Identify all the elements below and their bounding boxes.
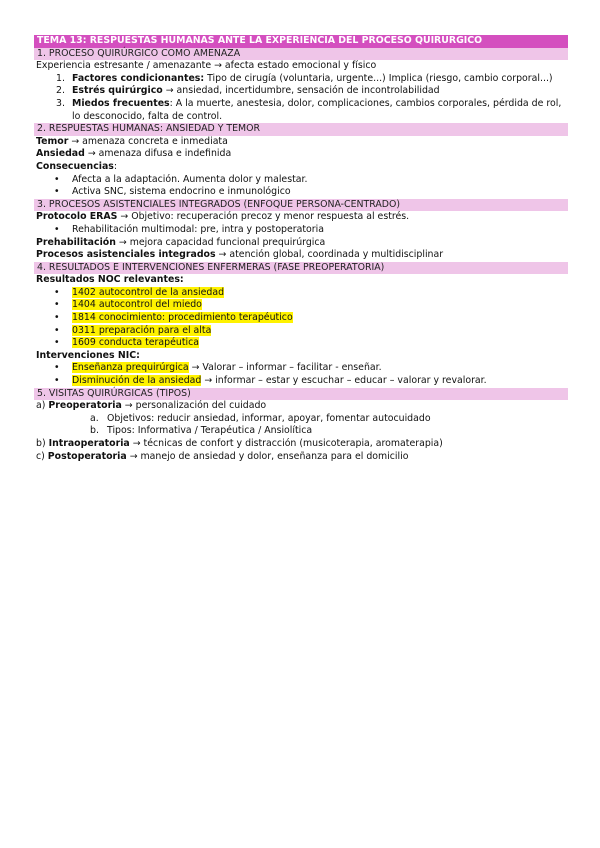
eras-term: Protocolo ERAS — [36, 211, 118, 223]
list-item: • Afecta a la adaptación. Aumenta dolor y malestar. — [34, 174, 568, 187]
item-term: Miedos frecuentes — [72, 97, 170, 109]
ansiedad-line — [34, 148, 568, 161]
highlighted-text: 1609 conducta terapéutica — [72, 337, 200, 349]
visita-term: Postoperatoria — [47, 450, 127, 462]
prehabilitacion-text: → mejora capacidad funcional prequirúrgica — [115, 236, 326, 248]
list-number: 1. — [56, 72, 65, 84]
visita-prefix: a) — [36, 400, 49, 412]
item-term: Factores condicionantes: — [72, 72, 205, 84]
list-letter: b. — [90, 425, 99, 437]
consecuencias-colon: : — [113, 160, 118, 172]
temor-text: → amenaza concreta e inmediata — [68, 135, 228, 147]
item-text: Tipos: Informativa / Terapéutica / Ansiolítica — [107, 425, 313, 437]
list-item — [34, 375, 568, 388]
item-text: : A la muerte, anestesia, dolor, complicaciones, cambios corporales, pérdida de rol, lo desconocido, falta de control. — [72, 97, 562, 122]
list-item — [34, 73, 568, 86]
highlighted-text: Disminución de la ansiedad — [72, 375, 202, 387]
highlighted-text: 0311 preparación para el alta — [72, 324, 212, 336]
section-3-heading: 3. PROCESOS ASISTENCIALES INTEGRADOS (ENFOQUE PERSONA-CENTRADO) — [34, 199, 568, 212]
visita-postoperatoria — [34, 451, 568, 464]
consecuencias-line — [34, 161, 568, 174]
list-letter: a. — [90, 412, 99, 424]
list-item: • Activa SNC, sistema endocrino e inmunológico — [34, 186, 568, 199]
noc-heading — [34, 274, 568, 287]
section-2-heading: 2. RESPUESTAS HUMANAS: ANSIEDAD Y TEMOR — [34, 123, 568, 136]
temor-line — [34, 136, 568, 149]
consecuencias-list — [34, 174, 568, 199]
section-4-heading: 4. RESULTADOS E INTERVENCIONES ENFERMERAS (FASE PREOPERATORIA) — [34, 262, 568, 275]
list-item — [34, 413, 568, 426]
visita-term: Preoperatoria — [48, 400, 122, 412]
visita-text: → manejo de ansiedad y dolor, enseñanza para el domicilio — [126, 450, 409, 462]
noc-list — [34, 287, 568, 350]
highlighted-text: 1402 autocontrol de la ansiedad — [72, 286, 225, 298]
list-item — [34, 425, 568, 438]
list-item — [34, 312, 568, 325]
list-item — [34, 337, 568, 350]
ansiedad-term: Ansiedad — [36, 148, 85, 160]
document-page — [34, 35, 568, 463]
visita-text: → técnicas de confort y distracción (musicoterapia, aromaterapia) — [129, 438, 443, 449]
prehabilitacion-line — [34, 237, 568, 250]
eras-line — [34, 211, 568, 224]
visita-prefix: b) — [36, 438, 49, 449]
document-title: TEMA 13: RESPUESTAS HUMANAS ANTE LA EXPERIENCIA DEL PROCESO QUIRÚRGICO — [34, 35, 568, 48]
list-number: 3. — [56, 97, 65, 109]
procesos-text: → atención global, coordinada y multidisciplinar — [215, 249, 444, 261]
list-item — [34, 85, 568, 98]
highlighted-text: 1404 autocontrol del miedo — [72, 299, 202, 311]
visita-text: → personalización del cuidado — [121, 400, 267, 412]
list-item — [34, 299, 568, 312]
list-item — [34, 362, 568, 375]
visita-term: Intraoperatoria — [48, 438, 130, 449]
list-item — [34, 287, 568, 300]
temor-term: Temor — [36, 135, 69, 147]
noc-heading-text: Resultados NOC relevantes: — [36, 274, 184, 286]
preoperatoria-sublist — [34, 413, 568, 438]
highlighted-text: Enseñanza prequirúrgica — [72, 362, 189, 374]
list-item: • Rehabilitación multimodal: pre, intra y postoperatoria — [34, 224, 568, 237]
procesos-term: Procesos asistenciales integrados — [36, 249, 216, 261]
section-1-intro: Experiencia estresante / amenazante → afecta estado emocional y físico — [36, 60, 377, 72]
list-number: 2. — [56, 85, 65, 97]
highlighted-text: 1814 conocimiento: procedimiento terapéutico — [72, 312, 293, 324]
visita-intraoperatoria — [34, 438, 568, 451]
prehabilitacion-term: Prehabilitación — [36, 236, 116, 248]
consecuencias-term: Consecuencias — [36, 160, 114, 172]
nic-list — [34, 362, 568, 387]
list-item — [34, 98, 568, 123]
item-term: Estrés quirúrgico — [72, 85, 163, 97]
item-text: Tipo de cirugía (voluntaria, urgente...) Implica (riesgo, cambio corporal...) — [204, 72, 553, 84]
section-1-heading: 1. PROCESO QUIRÚRGICO COMO AMENAZA — [34, 48, 568, 61]
nic-heading-text: Intervenciones NIC: — [36, 349, 140, 361]
list-item — [34, 325, 568, 338]
procesos-line — [34, 249, 568, 262]
eras-text: → Objetivo: recuperación precoz y menor respuesta al estrés. — [117, 211, 410, 223]
visita-prefix: c) — [36, 450, 48, 462]
section-1-list — [34, 73, 568, 123]
section-5-heading: 5. VISITAS QUIRÚRGICAS (TIPOS) — [34, 388, 568, 401]
nic-heading — [34, 350, 568, 363]
item-text: Objetivos: reducir ansiedad, informar, apoyar, fomentar autocuidado — [107, 412, 431, 424]
item-text: → ansiedad, incertidumbre, sensación de incontrolabilidad — [162, 85, 440, 97]
visita-preoperatoria — [34, 400, 568, 413]
ansiedad-text: → amenaza difusa e indefinida — [84, 148, 232, 160]
item-text: → informar – estar y escuchar – educar – valorar y revalorar. — [201, 375, 487, 387]
item-text: → Valorar – informar – facilitar - enseñar. — [188, 362, 382, 374]
eras-list — [34, 224, 568, 237]
